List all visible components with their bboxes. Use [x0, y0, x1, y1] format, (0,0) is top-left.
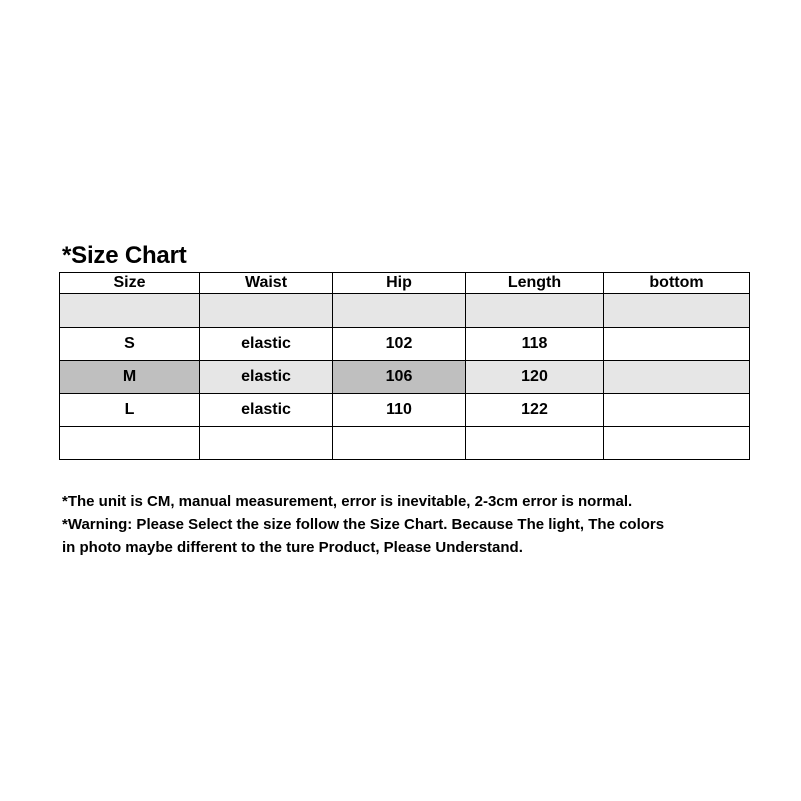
- cell-waist: [200, 427, 333, 460]
- cell-waist: elastic: [200, 361, 333, 394]
- header-length: Length: [466, 273, 604, 294]
- table-row: [60, 328, 750, 361]
- cell-hip: [333, 294, 466, 328]
- size-notes: [62, 490, 752, 559]
- cell-hip: 106: [333, 361, 466, 394]
- cell-length: [466, 427, 604, 460]
- cell-bottom: [604, 328, 750, 361]
- cell-length: 118: [466, 328, 604, 361]
- cell-length: 120: [466, 361, 604, 394]
- size-chart-title: *Size Chart: [62, 242, 187, 269]
- table-row: [60, 294, 750, 328]
- table-header-row: [60, 273, 750, 294]
- header-waist: Waist: [200, 273, 333, 294]
- cell-size: S: [60, 328, 200, 361]
- cell-size: [60, 427, 200, 460]
- header-hip: Hip: [333, 273, 466, 294]
- cell-size: [60, 294, 200, 328]
- header-size: Size: [60, 273, 200, 294]
- cell-length: [466, 294, 604, 328]
- cell-waist: elastic: [200, 394, 333, 427]
- note-warning: *Warning: Please Select the size follow the Size Chart. Because The light, The colors: [62, 516, 665, 533]
- cell-waist: [200, 294, 333, 328]
- cell-bottom: [604, 394, 750, 427]
- table-row: [60, 427, 750, 460]
- cell-size: M: [60, 361, 200, 394]
- cell-waist: elastic: [200, 328, 333, 361]
- header-bottom: bottom: [604, 273, 750, 294]
- size-chart-table: [59, 272, 750, 460]
- cell-size: L: [60, 394, 200, 427]
- cell-hip: 102: [333, 328, 466, 361]
- cell-bottom: [604, 361, 750, 394]
- cell-bottom: [604, 294, 750, 328]
- note-unit: *The unit is CM, manual measurement, error is inevitable, 2-3cm error is normal.: [62, 493, 633, 510]
- cell-hip: 110: [333, 394, 466, 427]
- cell-length: 122: [466, 394, 604, 427]
- cell-bottom: [604, 427, 750, 460]
- table-row: [60, 394, 750, 427]
- cell-hip: [333, 427, 466, 460]
- table-row: [60, 361, 750, 394]
- note-warning-continued: in photo maybe different to the ture Product, Please Understand.: [62, 539, 523, 556]
